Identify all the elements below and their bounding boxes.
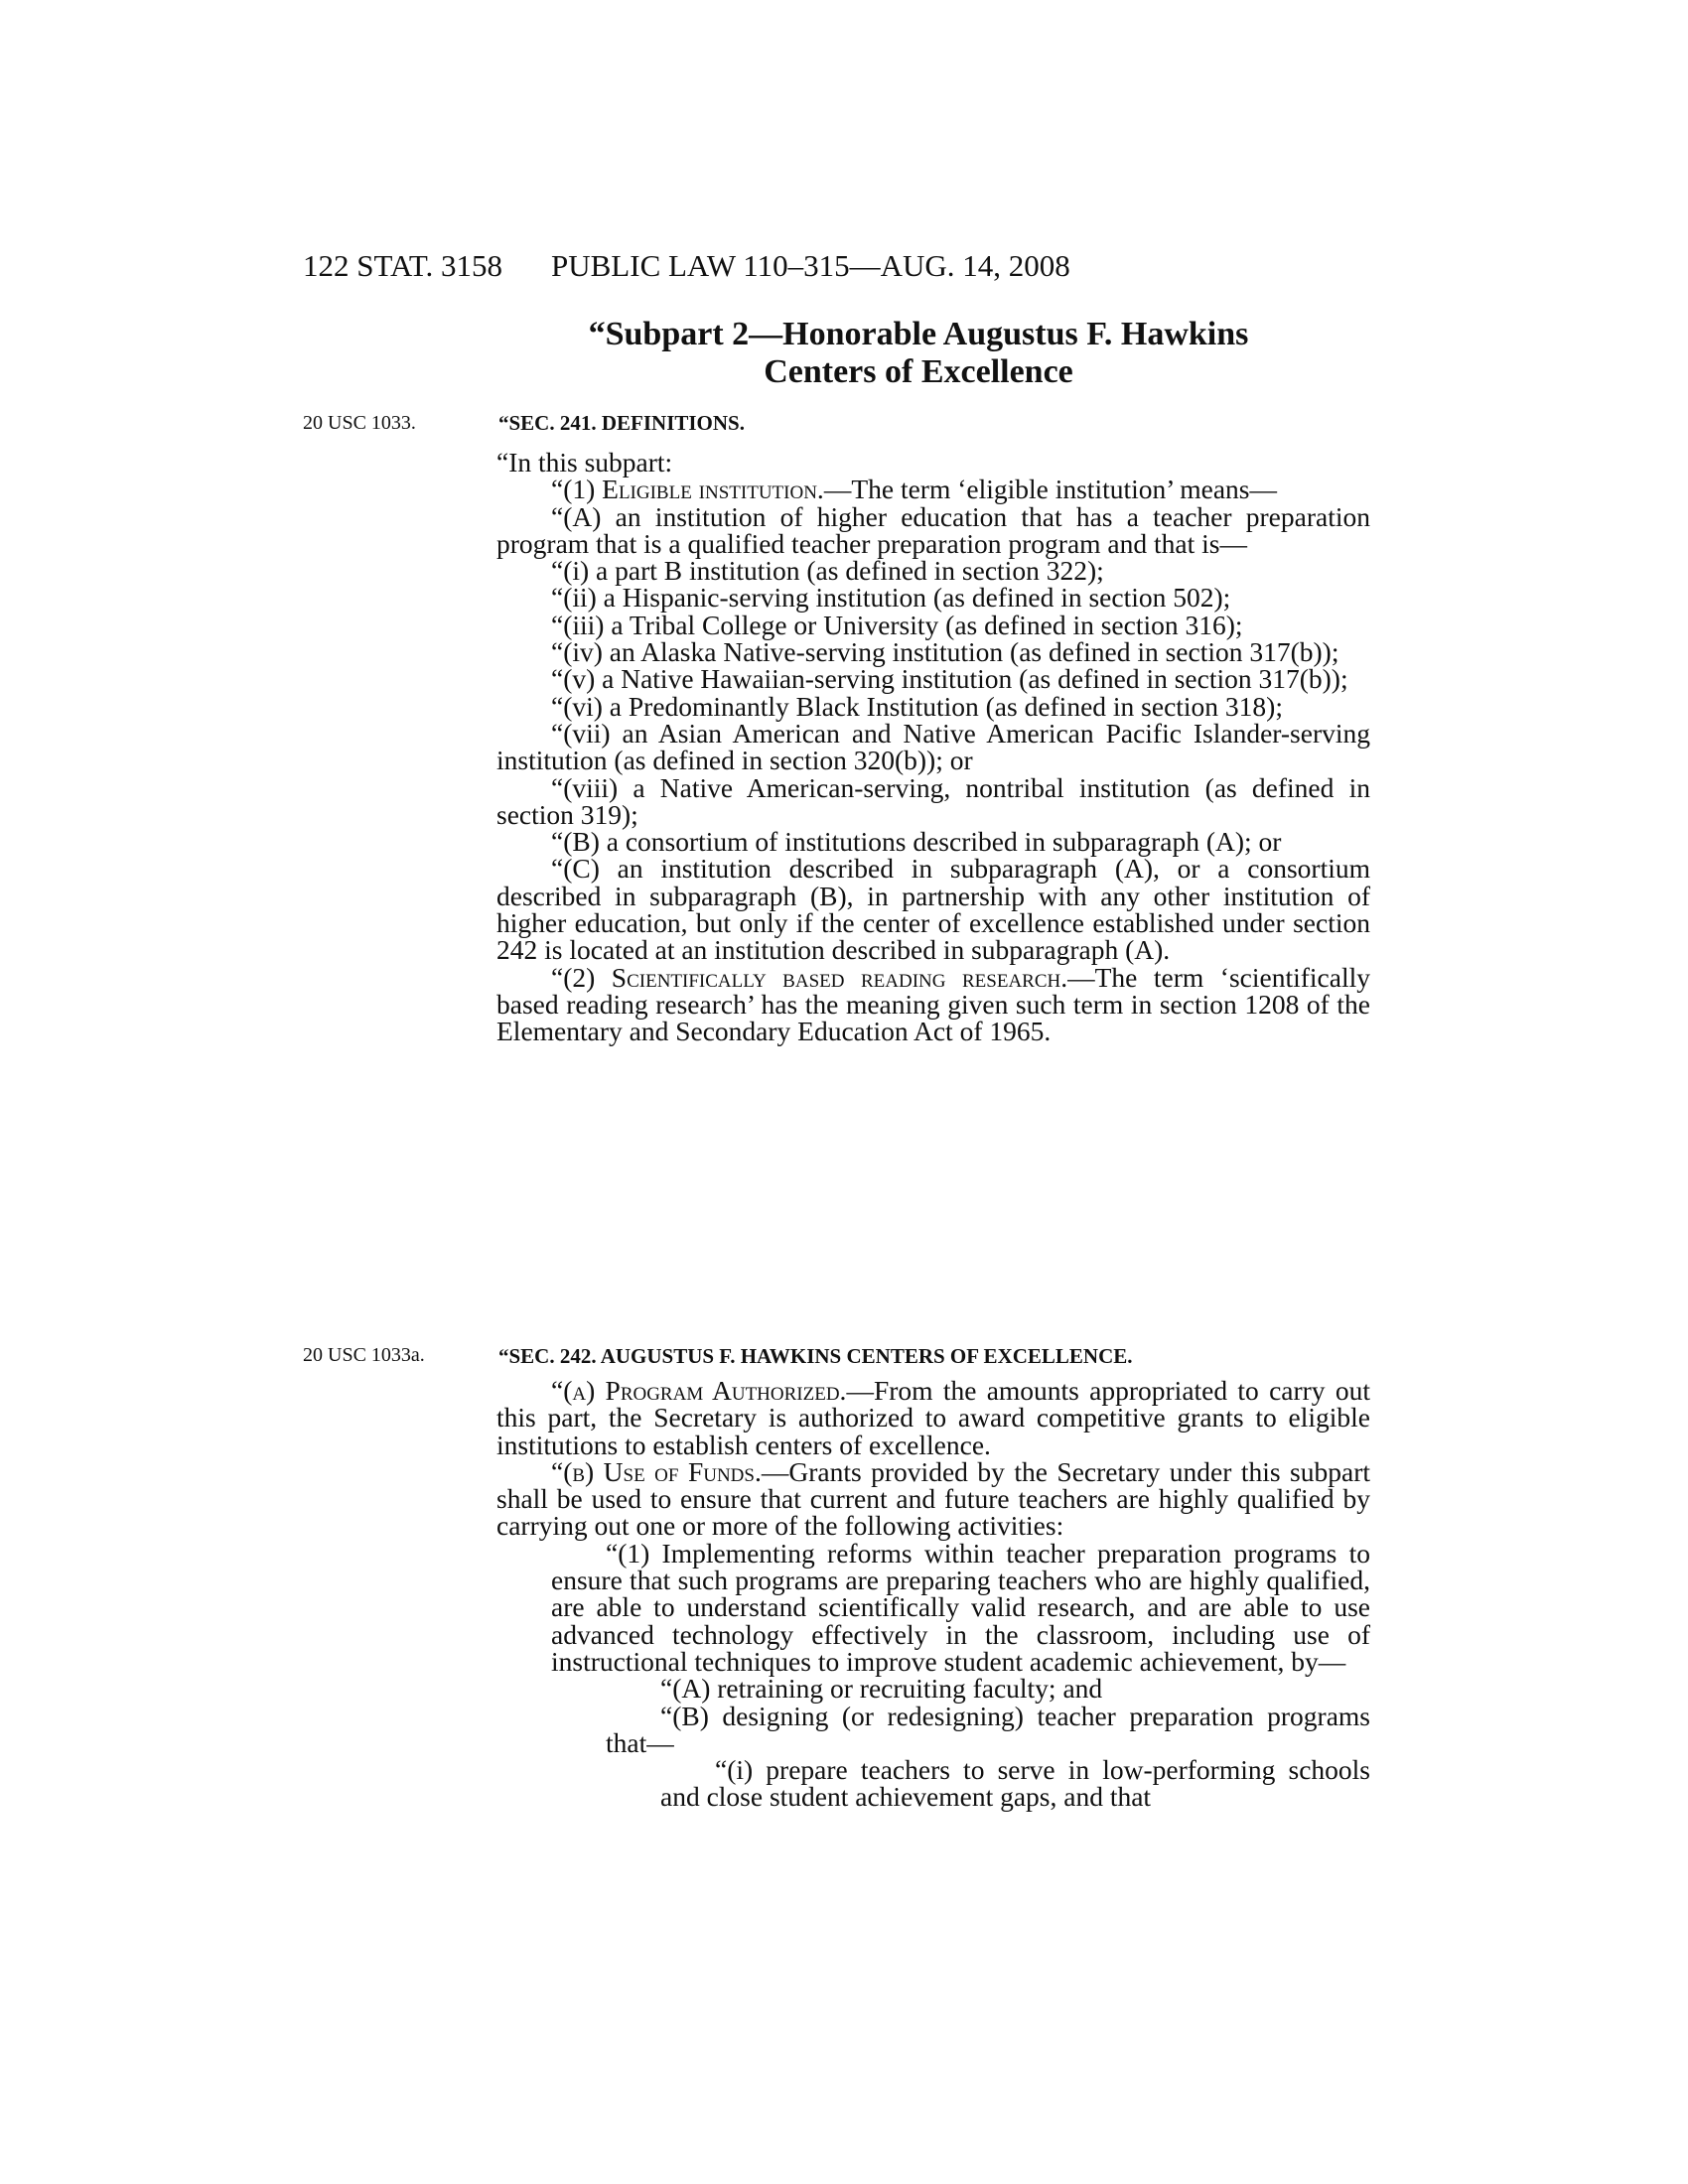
subparagraph-C: “(C) an institution described in subparagraph (A), or a consortium described in subparagraph (B), in partnership with any other institution of higher education, but only if the center of excellence established under section 242 is located at an institution described in subparagraph (A).	[496, 853, 1370, 966]
page-header-stat: 122 STAT. 3158	[303, 248, 503, 283]
clause-iv: “(iv) an Alaska Native-serving institution (as defined in section 317(b));	[551, 636, 1339, 668]
b-subparagraph-A: “(A) retraining or recruiting faculty; and	[660, 1673, 1103, 1705]
subpart-title	[496, 316, 1340, 391]
clause-i: “(i) a part B institution (as defined in section 322);	[551, 555, 1104, 587]
subsection-a	[496, 1377, 1370, 1458]
margin-note-sec242: 20 USC 1033a.	[303, 1344, 425, 1366]
clause-vii: “(vii) an Asian American and Native American Pacific Islander-serving institution (as defined in section 320(b)); or	[496, 717, 1370, 776]
paragraph-1-label: “(1) Eligible institution.	[551, 474, 824, 505]
subsection-a-text: —From the amounts appropriated to carry out this part, the Secretary is authorized to award competitive grants to eligible institutions to establish centers of excellence.	[496, 1375, 1370, 1460]
b-clause-i: “(i) prepare teachers to serve in low-performing schools and close student achievement gaps, and that	[660, 1754, 1370, 1813]
subsection-a-label: “(a) Program Authorized.	[551, 1375, 847, 1406]
b-paragraph-1: “(1) Implementing reforms within teacher preparation programs to ensure that such programs are preparing teachers who are highly qualified, are able to understand scientifically valid research, and are able to use advanced technology effectively in the classroom, including use of instructional techniques to improve student academic achievement, by—	[551, 1537, 1370, 1677]
clause-viii: “(viii) a Native American-serving, nontribal institution (as defined in section 319);	[496, 771, 1370, 830]
subpart-title-line2: Centers of Excellence	[764, 353, 1073, 390]
section-242-body	[496, 1377, 1370, 1811]
margin-note-sec241: 20 USC 1033.	[303, 412, 416, 434]
paragraph-2	[496, 961, 1370, 1047]
page-header-law: PUBLIC LAW 110–315—AUG. 14, 2008	[551, 248, 1070, 283]
b-subparagraph-B: “(B) designing (or redesigning) teacher preparation programs that—	[606, 1700, 1370, 1758]
subparagraph-A: “(A) an institution of higher education that has a teacher preparation program that is a qualified teacher preparation program and that is—	[496, 500, 1370, 559]
section-242-heading: “SEC. 242. AUGUSTUS F. HAWKINS CENTERS OF EXCELLENCE.	[498, 1344, 1133, 1368]
subpart-title-line1: “Subpart 2—Honorable Augustus F. Hawkins	[588, 316, 1249, 352]
clause-vi: “(vi) a Predominantly Black Institution (as defined in section 318);	[551, 690, 1283, 722]
subsection-b-label: “(b) Use of Funds.	[551, 1455, 762, 1487]
paragraph-1-text: —The term ‘eligible institution’ means—	[823, 474, 1278, 505]
paragraph-1	[496, 474, 1370, 505]
clause-v: “(v) a Native Hawaiian-serving institution (as defined in section 317(b));	[551, 663, 1348, 695]
intro-line: “In this subpart:	[496, 447, 673, 478]
section-241-body	[496, 449, 1370, 1045]
paragraph-2-label: “(2) Scientifically based reading research.	[551, 961, 1068, 993]
clause-ii: “(ii) a Hispanic-serving institution (as defined in section 502);	[551, 582, 1231, 614]
subparagraph-B: “(B) a consortium of institutions described in subparagraph (A); or	[551, 826, 1282, 858]
section-241-heading: “SEC. 241. DEFINITIONS.	[498, 411, 745, 435]
clause-iii: “(iii) a Tribal College or University (as defined in section 316);	[551, 609, 1243, 640]
subsection-b	[496, 1455, 1370, 1542]
subsection-b-text: —Grants provided by the Secretary under this subpart shall be used to ensure that current and future teachers are highly qualified by carrying out one or more of the following activities:	[496, 1455, 1370, 1542]
paragraph-2-text: —The term ‘scientifically based reading research’ has the meaning given such term in section 1208 of the Elementary and Secondary Education Act of 1965.	[496, 961, 1370, 1047]
